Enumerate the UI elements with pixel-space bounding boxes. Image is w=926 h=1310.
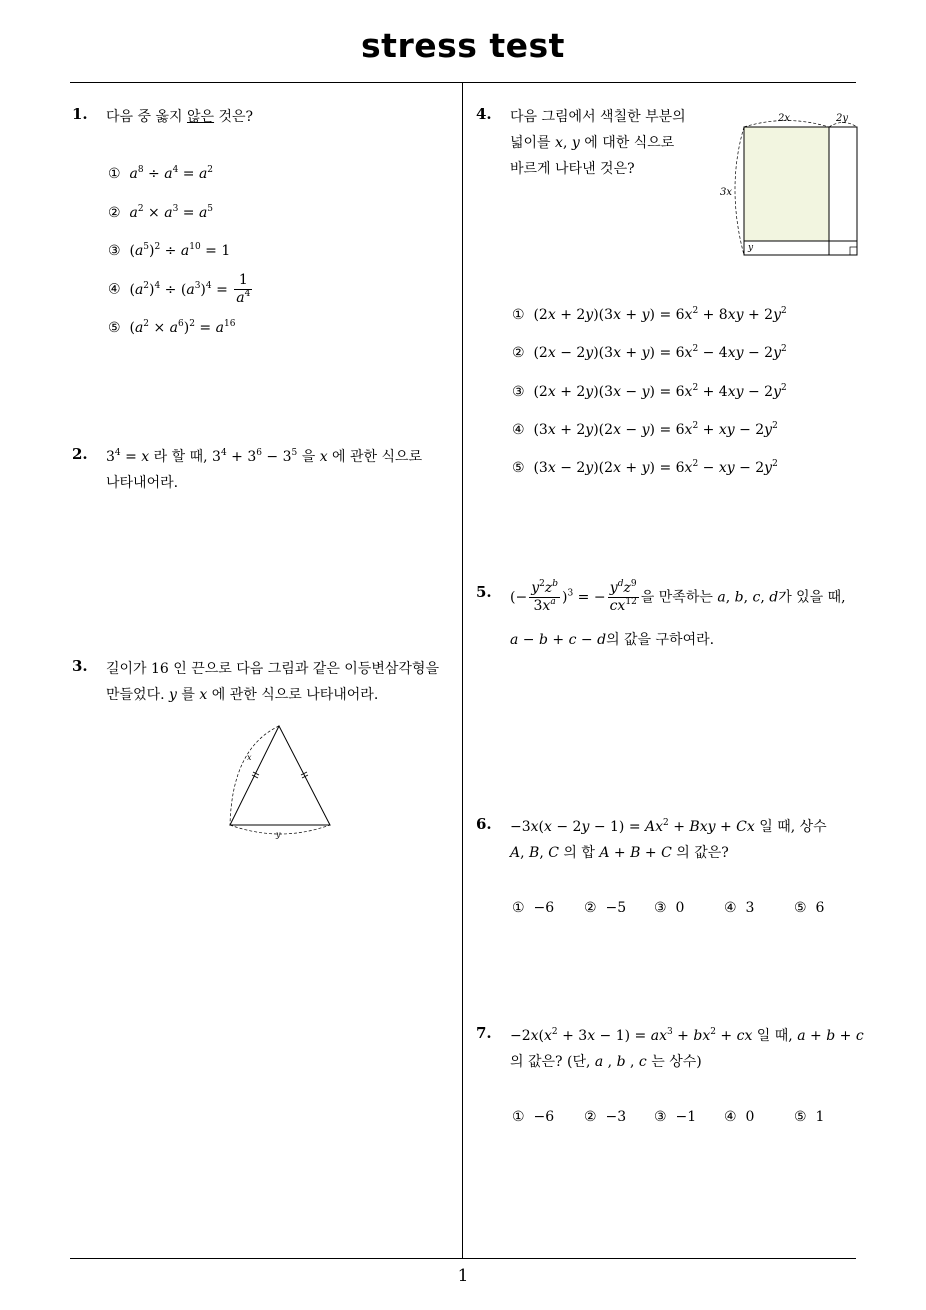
choice-mark: ⑤ xyxy=(794,900,807,916)
choice-mark: ② xyxy=(108,205,121,221)
q4-shaded-region xyxy=(744,127,829,241)
q4-label-top-left: 2x xyxy=(778,113,791,124)
q4-label-left: 3x xyxy=(720,187,733,198)
q4-line-1: 다음 그림에서 색칠한 부분의 xyxy=(510,109,686,125)
q6-number: 6. xyxy=(476,815,492,833)
choice-mark: ② xyxy=(584,1109,597,1125)
q4-choice-2[interactable] xyxy=(512,345,787,361)
choice-value: −3 xyxy=(605,1109,627,1125)
q5-text-a: 을 만족하는 xyxy=(640,589,718,606)
q3-label-side: x xyxy=(247,753,252,762)
q4-text-a: 넓이를 xyxy=(510,135,556,151)
choice-expression: $a^2 \times a^3 = a^5$ xyxy=(129,204,214,221)
choice-mark: ④ xyxy=(724,900,737,916)
footer-rule xyxy=(70,1258,856,1259)
q6-choice-4[interactable] xyxy=(724,900,754,916)
q6-choice-1[interactable] xyxy=(512,900,554,916)
q2-text-a: 라 할 때, xyxy=(149,449,213,465)
q3-text-b: 를 xyxy=(176,687,200,703)
choice-expression: $(a^2)^4 \div (a^3)^4$ = $\frac{1}{a^4}$ xyxy=(129,272,251,306)
q3-line-2: 만들었다. y 를 x 에 관한 식으로 나타내어라. xyxy=(106,687,379,703)
q7-choice-3[interactable] xyxy=(654,1109,696,1125)
q1-prompt xyxy=(106,106,253,126)
q4-right-angle-mark xyxy=(850,247,857,255)
q7-choice-5[interactable] xyxy=(794,1109,824,1125)
q3-triangle xyxy=(230,726,330,825)
choice-mark: ⑤ xyxy=(794,1109,807,1125)
q3-text-a: 만들었다. xyxy=(106,687,169,703)
q1-number: 1. xyxy=(72,105,88,123)
choice-mark: ③ xyxy=(654,1109,667,1125)
q3-label-base: y xyxy=(276,830,281,839)
q2-text-c: 에 관한 식으로 xyxy=(327,449,423,465)
q2-text-b: 을 xyxy=(297,449,320,465)
choice-mark: ⑤ xyxy=(108,320,121,336)
choice-mark: ⑤ xyxy=(512,460,525,476)
choice-value: −6 xyxy=(533,1109,555,1125)
q1-choice-1[interactable] xyxy=(108,166,213,182)
choice-mark: ③ xyxy=(654,900,667,916)
choice-expression: $(3x + 2y)(2x - y) = 6x^2$ + xy − $2y^2$ xyxy=(533,421,778,438)
q6-choice-5[interactable] xyxy=(794,900,824,916)
choice-mark: ④ xyxy=(512,422,525,438)
choice-mark: ② xyxy=(512,345,525,361)
q4-choice-3[interactable] xyxy=(512,384,787,400)
choice-expression: $(3x - 2y)(2x + y) = 6x^2$ − xy − $2y^2$ xyxy=(533,459,778,476)
choice-value: 3 xyxy=(745,900,755,916)
choice-mark: ① xyxy=(512,307,525,323)
q1-prompt-before: 다음 중 옳지 xyxy=(106,109,187,125)
q7-choice-4[interactable] xyxy=(724,1109,754,1125)
q2-line-2: 나타내어라. xyxy=(106,475,179,491)
q4-rectangle-figure xyxy=(716,108,866,260)
choice-value: −1 xyxy=(675,1109,697,1125)
q4-label-top-right: 2y xyxy=(836,113,849,124)
q7-choice-1[interactable] xyxy=(512,1109,554,1125)
q2-line-1: $3^4 = x$ 라 할 때, $3^4 + 3^6 - 3^5$ 을 x 에 관한 식으로 xyxy=(106,448,423,465)
q4-text-b: 에 대한 식으로 xyxy=(579,135,675,151)
q4-label-bottom: y xyxy=(748,243,754,253)
choice-expression: $(2x + 2y)(3x - y) = 6x^2 + 4xy - 2y^2$ xyxy=(533,383,787,400)
q4-choice-1[interactable] xyxy=(512,307,787,323)
q4-line-3: 바르게 나타낸 것은? xyxy=(510,161,635,177)
q5-text-b: 가 있을 때, xyxy=(778,589,846,606)
q6-line-2: A, B, C 의 합 A + B + C 의 값은? xyxy=(510,845,729,861)
q6-text-b: 의 합 xyxy=(563,845,600,861)
q2-number: 2. xyxy=(72,445,88,463)
q1-prompt-underline: 않은 xyxy=(186,109,215,125)
column-divider xyxy=(462,83,463,1259)
q1-choice-3[interactable] xyxy=(108,243,230,259)
header-rule xyxy=(70,82,856,83)
choice-expression: $(2x + 2y)(3x + y) = 6x^2 + 8xy + 2y^2$ xyxy=(533,306,787,323)
q1-choice-5[interactable] xyxy=(108,320,235,336)
q6-text-a: 일 때, 상수 xyxy=(759,819,827,835)
q1-choice-4[interactable] xyxy=(108,272,254,307)
q6-text-c: 의 값은? xyxy=(676,845,729,861)
choice-mark: ③ xyxy=(108,243,121,259)
q4-choice-4[interactable] xyxy=(512,422,778,438)
choice-mark: ④ xyxy=(724,1109,737,1125)
q7-line-1: $-2x(x^2 + 3x - 1) = ax^3 + bx^2$ + cx 일 때, a + b + c xyxy=(510,1027,864,1044)
q4-number: 4. xyxy=(476,105,492,123)
choice-mark: ① xyxy=(512,1109,525,1125)
q7-choice-2[interactable] xyxy=(584,1109,626,1125)
q5-line-1: (− $\frac{y^2z^b}{3x^a}$ )$^3$ = − $\frac{y^dz^9}{cx^{12}}$ 을 만족하는 a, b, c, d가 있을 때, xyxy=(510,579,846,614)
choice-expression: $(2x - 2y)(3x + y) = 6x^2 - 4xy - 2y^2$ xyxy=(533,344,787,361)
choice-value: −5 xyxy=(605,900,627,916)
choice-mark: ① xyxy=(108,166,121,182)
choice-mark: ③ xyxy=(512,384,525,400)
choice-value: 0 xyxy=(675,900,685,916)
q4-choice-5[interactable] xyxy=(512,460,778,476)
q1-prompt-after: 것은? xyxy=(214,109,254,125)
q4-line-2: 넓이를 x, y 에 대한 식으로 xyxy=(510,135,675,151)
q1-choice-2[interactable] xyxy=(108,205,213,221)
choice-expression: $a^8 \div a^4 = a^2$ xyxy=(129,165,214,182)
q7-text-b: 의 값은? (단, xyxy=(510,1054,595,1070)
choice-value: 6 xyxy=(815,900,825,916)
page-number: 1 xyxy=(457,1266,469,1286)
q7-number: 7. xyxy=(476,1024,492,1042)
q4-left-brace xyxy=(735,127,744,255)
choice-value: 0 xyxy=(745,1109,755,1125)
choice-mark: ④ xyxy=(108,281,121,298)
choice-mark: ② xyxy=(584,900,597,916)
q6-choice-2[interactable] xyxy=(584,900,626,916)
q3-triangle-figure xyxy=(220,718,345,843)
q5-line-2: a − b + c − d의 값을 구하여라. xyxy=(510,632,715,648)
q3-text-c: 에 관한 식으로 나타내어라. xyxy=(207,687,379,703)
q5-number: 5. xyxy=(476,583,492,601)
choice-expression: $(a^5)^2 \div a^{10} = 1$ xyxy=(129,242,231,259)
q7-text-a: 일 때, xyxy=(752,1028,798,1044)
page-title: stress test xyxy=(361,26,565,65)
q7-text-c: 는 상수) xyxy=(646,1054,702,1070)
q3-line-1: 길이가 16 인 끈으로 다음 그림과 같은 이등변삼각형을 xyxy=(106,661,439,677)
q5-text-c: 의 값을 구하여라. xyxy=(606,632,715,648)
choice-value: 1 xyxy=(815,1109,825,1125)
choice-expression: $(a^2 \times a^6)^2 = a^{16}$ xyxy=(129,319,236,336)
choice-value: −6 xyxy=(533,900,555,916)
q6-line-1: $-3x(x - 2y - 1) = Ax^2$ + Bxy + Cx 일 때, 상수 xyxy=(510,818,827,835)
q6-choice-3[interactable] xyxy=(654,900,684,916)
q7-line-2: 의 값은? (단, a , b , c 는 상수) xyxy=(510,1054,702,1070)
choice-mark: ① xyxy=(512,900,525,916)
q3-number: 3. xyxy=(72,657,88,675)
